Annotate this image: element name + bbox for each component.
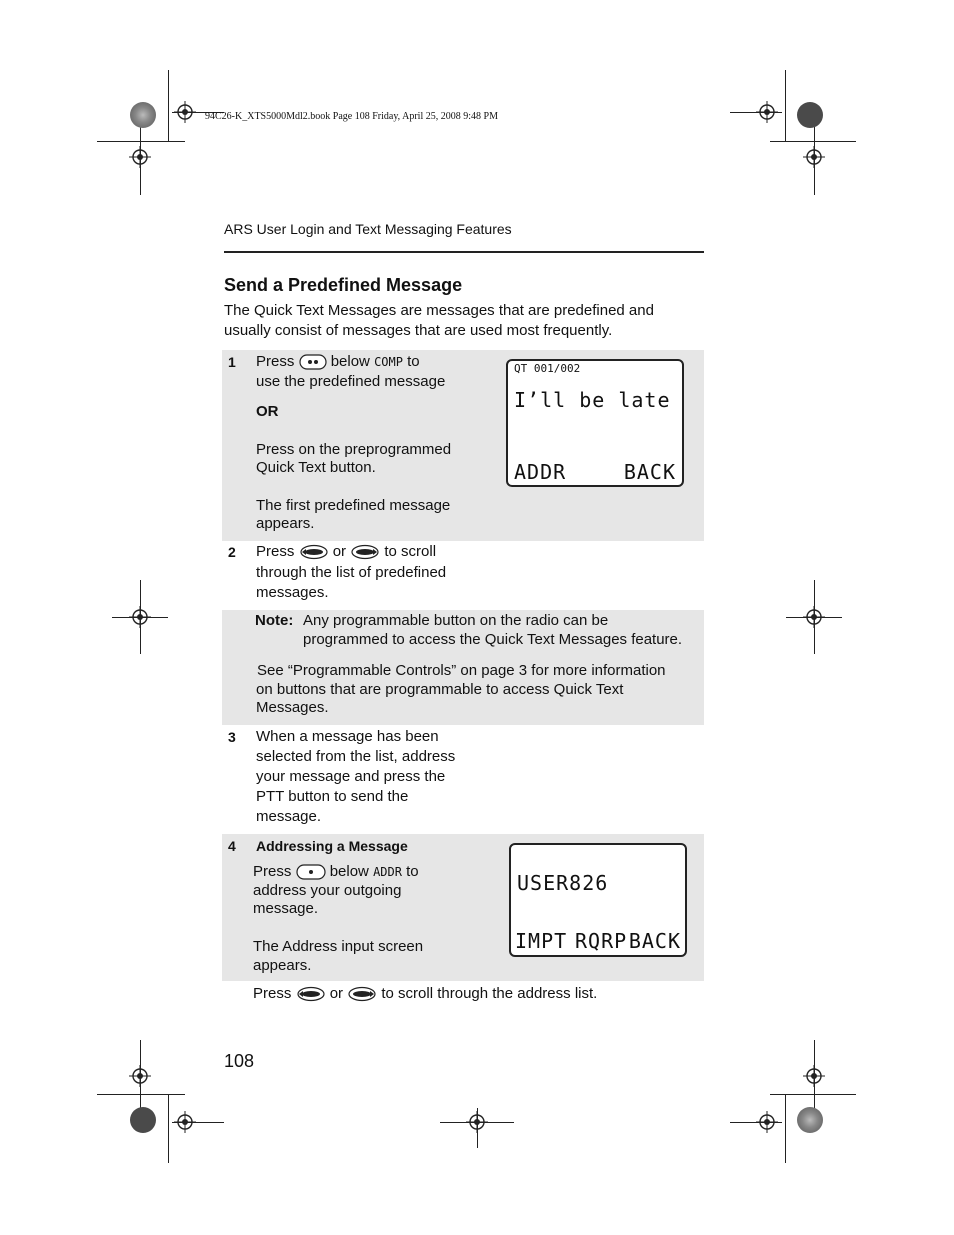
note-line-2: programmed to access the Quick Text Messages feature. [303, 631, 683, 648]
step-4-instruction: Press below ADDR to [253, 863, 419, 880]
note-line-1: Any programmable button on the radio can be [303, 612, 609, 629]
step-4-title: Addressing a Message [256, 838, 408, 854]
step-2-line-3: messages. [256, 584, 329, 601]
registration-target-icon [129, 606, 151, 628]
step-3-line-5: message. [256, 808, 322, 825]
display-softkey-impt: IMPT [515, 929, 568, 953]
print-metadata: 94C26-K_XTS5000Mdl2.book Page 108 Friday, April 25, 2008 9:48 PM [205, 111, 498, 122]
display-softkey-addr: ADDR [514, 460, 567, 484]
result-line-1: The first predefined message [256, 497, 451, 514]
softkey-label: COMP [374, 355, 403, 369]
step-3-line-2: selected from the list, address [256, 748, 456, 765]
step-2-line-2: through the list of predefined [256, 564, 447, 581]
softkey-label: ADDR [373, 865, 402, 879]
step-number: 3 [228, 729, 236, 745]
step-1-line-2: use the predefined message [256, 373, 446, 390]
result-line-2: appears. [256, 515, 315, 532]
step-4-result-2: appears. [253, 957, 312, 974]
step-4-line-3: message. [253, 900, 319, 917]
display-softkey-back: BACK [628, 929, 681, 953]
step-3-line-4: PTT button to send the [256, 788, 409, 805]
color-bar-disc-icon [130, 1107, 156, 1133]
display-counter: QT 001/002 [514, 362, 581, 375]
display-softkey-rqrp: RQRP [575, 929, 628, 953]
registration-target-icon [129, 146, 151, 168]
step-4-line-2: address your outgoing [253, 882, 402, 899]
menu-select-button-icon [299, 354, 327, 370]
see-line-2: on buttons that are programmable to access Quick Text [256, 681, 624, 698]
address-scroll-instruction: Press or to scroll through the address list. [253, 985, 598, 1002]
step-number: 4 [228, 838, 236, 854]
see-line-1: See “Programmable Controls” on page 3 for more information [257, 662, 666, 679]
color-bar-disc-icon [797, 1107, 823, 1133]
display-softkey-back: BACK [623, 460, 676, 484]
page-number: 108 [224, 1051, 255, 1071]
scroll-left-button-icon [296, 986, 326, 1002]
intro-line-2: usually consist of messages that are used most frequently. [224, 322, 613, 339]
running-header: ARS User Login and Text Messaging Features [224, 221, 512, 237]
step-2-instruction: Press or to scroll [256, 543, 437, 560]
registration-target-icon [756, 1111, 778, 1133]
registration-target-icon [756, 101, 778, 123]
scroll-right-button-icon [350, 544, 380, 560]
scroll-right-button-icon [347, 986, 377, 1002]
radio-display-address [509, 843, 687, 957]
intro-line-1: The Quick Text Messages are messages that are predefined and [224, 302, 654, 319]
registration-target-icon [466, 1111, 488, 1133]
registration-target-icon [803, 1065, 825, 1087]
color-bar-disc-icon [797, 102, 823, 128]
step-4-result-1: The Address input screen [253, 938, 424, 955]
note-label: Note: [255, 612, 294, 629]
registration-target-icon [803, 606, 825, 628]
radio-display-quick-text [506, 359, 684, 487]
registration-target-icon [174, 1111, 196, 1133]
display-message: I’ll be late [514, 388, 671, 412]
step-number: 1 [228, 354, 236, 370]
alt-line-1: Press on the preprogrammed [256, 441, 452, 458]
registration-target-icon [803, 146, 825, 168]
step-3-line-1: When a message has been [256, 728, 439, 745]
section-title: Send a Predefined Message [224, 275, 463, 295]
step-number: 2 [228, 544, 236, 560]
step-3-line-3: your message and press the [256, 768, 446, 785]
color-bar-disc-icon [130, 102, 156, 128]
softkey-button-icon [296, 864, 326, 880]
or-label: OR [256, 403, 279, 420]
registration-target-icon [129, 1065, 151, 1087]
step-1-instruction: Press below COMP to [256, 353, 420, 370]
alt-line-2: Quick Text button. [256, 459, 376, 476]
header-rule [224, 251, 704, 253]
see-line-3: Messages. [256, 699, 329, 716]
scroll-left-button-icon [299, 544, 329, 560]
registration-target-icon [174, 101, 196, 123]
display-user: USER826 [517, 871, 609, 895]
